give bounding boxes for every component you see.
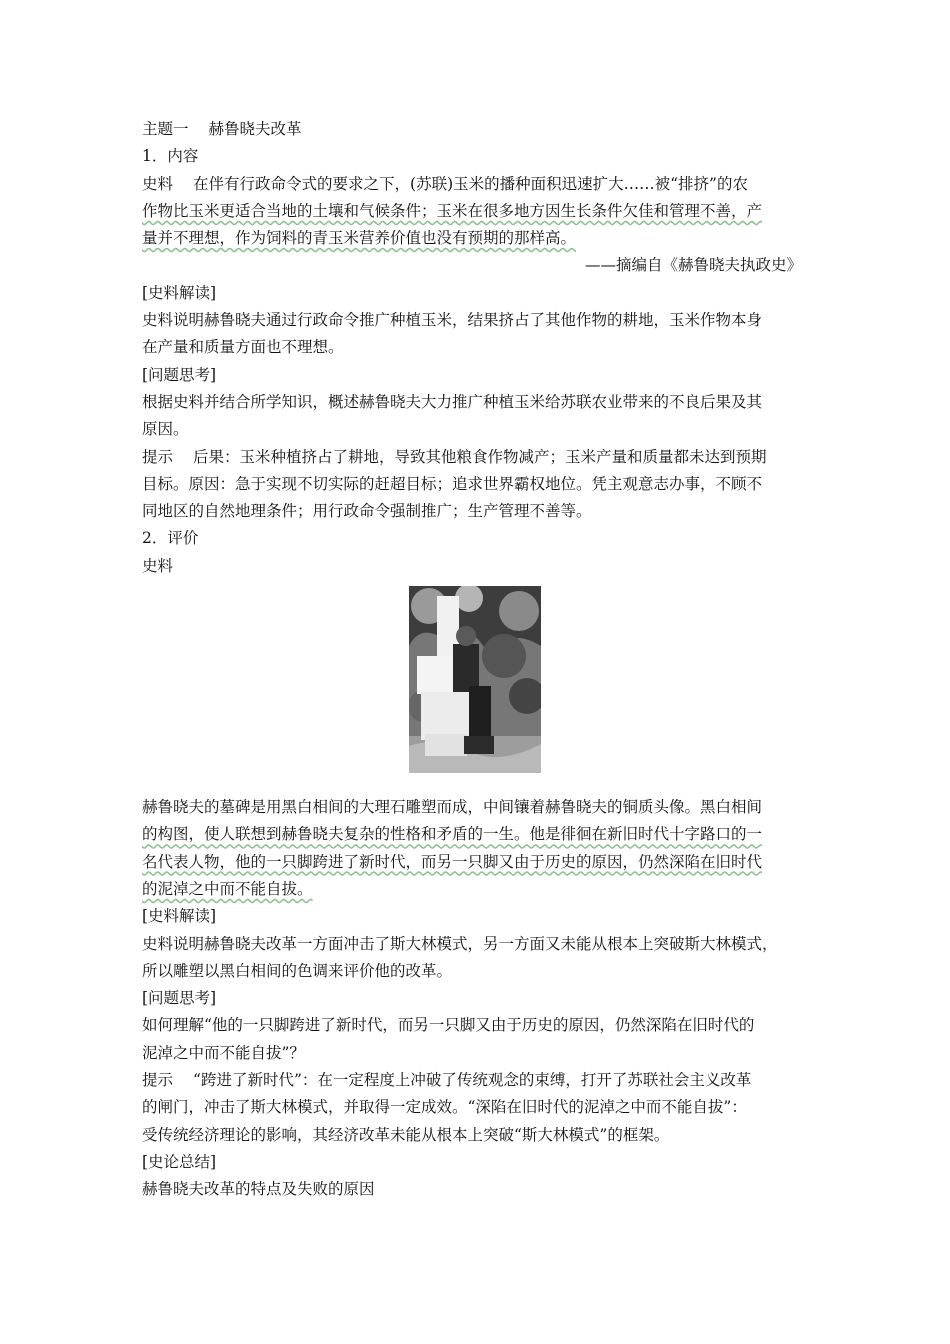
caption-line-2: 的构图，使人联想到赫鲁晓夫复杂的性格和矛盾的一生。他是徘徊在新旧时代十字路口的一	[142, 825, 763, 844]
hint2-line-3: 受传统经济理论的影响，其经济改革未能从根本上突破“斯大林模式”的框架。	[142, 1125, 670, 1144]
source-label-2: 史料	[142, 556, 174, 575]
question-line-2: 原因。	[142, 420, 189, 439]
source-line-1	[142, 171, 812, 198]
hint-text: 后果：玉米种植挤占了耕地，导致其他粮食作物减产；玉米产量和质量都未达到预期	[193, 447, 767, 466]
hint2-text: “跨进了新时代”：在一定程度上冲破了传统观念的束缚，打开了苏联社会主义改革	[193, 1071, 752, 1090]
reading-label-2: [史料解读]	[142, 907, 217, 926]
reading-label: [史料解读]	[142, 283, 217, 302]
question-label-2: [问题思考]	[142, 989, 217, 1008]
tombstone-photo	[409, 586, 541, 773]
source-line-3: 量并不理想，作为饲料的青玉米营养价值也没有预期的那样高。	[142, 229, 577, 248]
reading2-line-1: 史料说明赫鲁晓夫改革一方面冲击了斯大林模式，另一方面又未能从根本上突破斯大林模式，	[142, 934, 778, 953]
hint-line-3: 同地区的自然地理条件；用行政命令强制推广；生产管理不善等。	[142, 502, 592, 521]
hint-label: 提示	[142, 447, 174, 466]
source-text: 在伴有行政命令式的要求之下，(苏联)玉米的播种面积迅速扩大……被“排挤”的农	[193, 174, 748, 193]
document-body	[142, 116, 812, 1204]
figure-row	[142, 586, 812, 786]
topic-heading	[142, 116, 812, 143]
source-label: 史料	[142, 174, 174, 193]
hint2-line-2: 的闸门，冲击了斯大林模式，并取得一定成效。“深陷在旧时代的泥淖之中而不能自拔”：	[142, 1098, 747, 1117]
reading-line-2: 在产量和质量方面也不理想。	[142, 338, 344, 357]
question-line-1: 根据史料并结合所学知识，概述赫鲁晓夫大力推广种植玉米给苏联农业带来的不良后果及其	[142, 392, 763, 411]
caption-line-1: 赫鲁晓夫的墓碑是用黑白相间的大理石雕塑而成，中间镶着赫鲁晓夫的铜质头像。黑白相间	[142, 798, 763, 817]
topic-label: 主题一	[142, 120, 189, 138]
hint-line-2: 目标。原因：急于实现不切实际的赶超目标；追求世界霸权地位。凭主观意志办事，不顾不	[142, 474, 763, 493]
reading2-line-2: 所以雕塑以黑白相间的色调来评价他的改革。	[142, 961, 453, 980]
question2-line-2: 泥淖之中而不能自拔”？	[142, 1043, 305, 1062]
source-line-2: 作物比玉米更适合当地的土壤和气候条件；玉米在很多地方因生长条件欠佳和管理不善，产	[142, 201, 763, 220]
hint-label-2: 提示	[142, 1071, 174, 1090]
citation: ——摘编自《赫鲁晓夫执政史》	[584, 256, 802, 275]
section-heading-evaluation: 2．评价	[142, 529, 199, 548]
question-label: [问题思考]	[142, 365, 217, 384]
reading-line-1: 史料说明赫鲁晓夫通过行政命令推广种植玉米，结果挤占了其他作物的耕地，玉米作物本身	[142, 311, 763, 330]
summary-label: [史论总结]	[142, 1152, 217, 1171]
topic-name: 赫鲁晓夫改革	[208, 120, 302, 138]
hint2-line-1	[142, 1067, 812, 1094]
hint-line-1	[142, 444, 812, 471]
section-heading-content: 1．内容	[142, 147, 199, 166]
caption-line-4: 的泥淖之中而不能自拔。	[142, 879, 313, 898]
caption-line-3: 名代表人物，他的一只脚跨进了新时代，而另一只脚又由于历史的原因，仍然深陷在旧时代	[142, 852, 763, 871]
question2-line-1: 如何理解“他的一只脚跨进了新时代，而另一只脚又由于历史的原因，仍然深陷在旧时代的	[142, 1016, 755, 1035]
summary-text: 赫鲁晓夫改革的特点及失败的原因	[142, 1180, 375, 1199]
